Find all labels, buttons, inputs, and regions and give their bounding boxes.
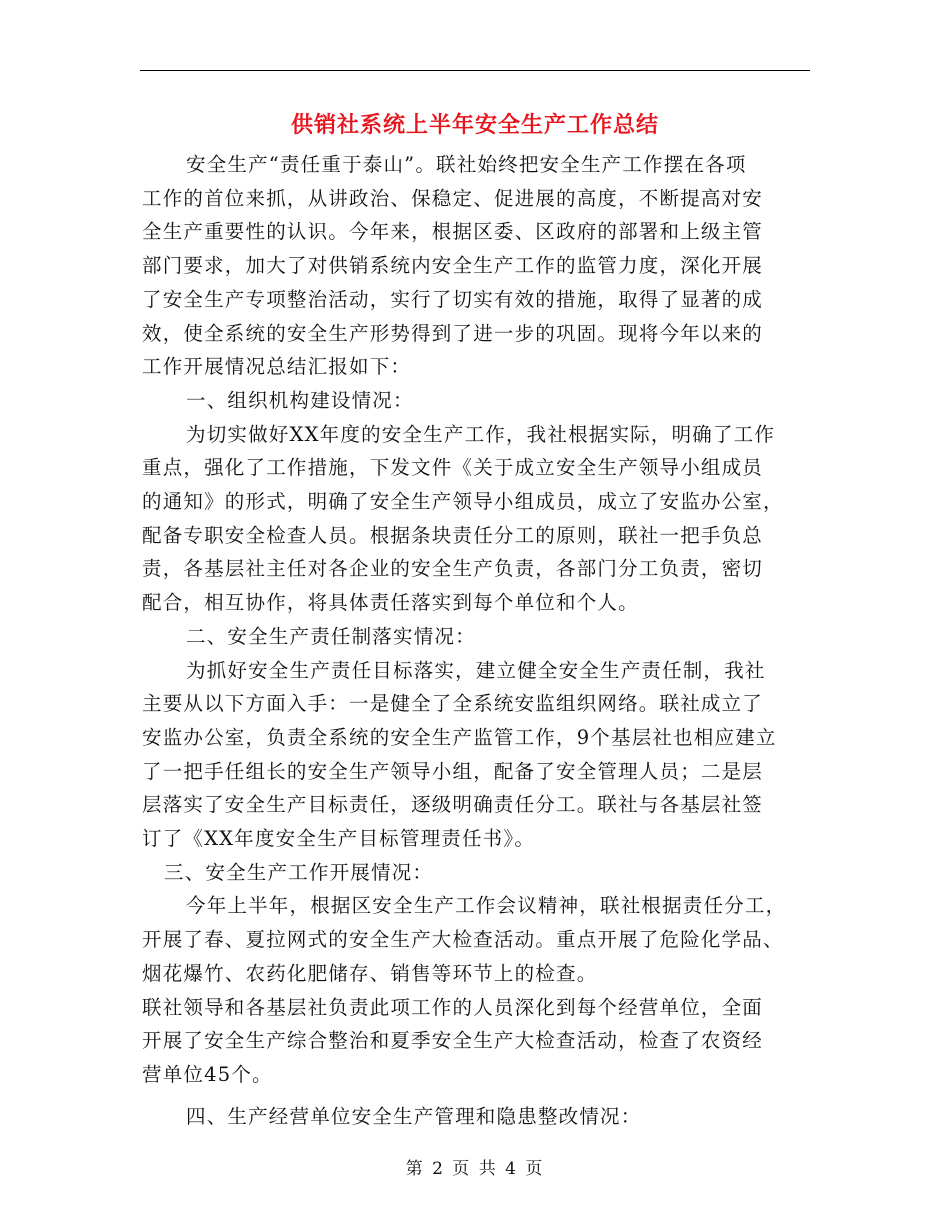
text-line: 开展了春、夏拉网式的安全生产大检查活动。重点开展了危险化学品、 [142,928,784,952]
text-line: 营单位45个。 [142,1062,273,1086]
heading-text: 二、安全生产责任制落实情况： [186,624,476,648]
text-line: 配合，相互协作，将具体责任落实到每个单位和个人。 [142,591,639,615]
text-line: 为抓好安全生产责任目标落实，建立健全安全生产责任制，我社 [186,658,766,682]
text-line: 了安全生产专项整治活动，实行了切实有效的措施，取得了显著的成 [142,287,764,311]
paragraph-section-3-continued [142,991,810,1092]
heading-text: 三、安全生产工作开展情况： [164,860,434,884]
text-line: 部门要求，加大了对供销系统内安全生产工作的监管力度，深化开展 [142,254,764,278]
text-line: 配备专职安全检查人员。根据条块责任分工的原则，联社一把手负总 [142,523,764,547]
section-heading-3 [142,856,810,890]
text-line: 今年上半年，根据区安全生产工作会议精神，联社根据责任分工， [186,894,787,918]
text-line: 开展了安全生产综合整治和夏季安全生产大检查活动，检查了农资经 [142,1029,764,1053]
document-title: 供销社系统上半年安全生产工作总结 [290,113,659,138]
text-line: 工作的首位来抓，从讲政治、保稳定、促进展的高度，不断提高对安 [142,186,764,210]
text-line: 安监办公室，负责全系统的安全生产监管工作，9个基层社也相应建立 [142,725,777,749]
section-heading-4 [142,1100,810,1134]
text-line: 重点，强化了工作措施，下发文件《关于成立安全生产领导小组成员 [142,456,764,480]
text-line: 的通知》的形式，明确了安全生产领导小组成员，成立了安监办公室， [142,490,784,514]
paragraph-section-1 [142,418,810,620]
section-heading-1 [142,384,810,418]
paragraph-intro [142,148,810,384]
text-line: 全生产重要性的认识。今年来，根据区委、区政府的部署和上级主管 [142,220,764,244]
text-line: 联社领导和各基层社负责此项工作的人员深化到每个经营单位，全面 [142,995,764,1019]
paragraph-section-3 [142,889,810,990]
text-line: 烟花爆竹、农药化肥储存、销售等环节上的检查。 [142,961,598,985]
text-line: 责，各基层社主任对各企业的安全生产负责，各部门分工负责，密切 [142,557,764,581]
section-heading-2 [142,620,810,654]
text-line: 为切实做好XX年度的安全生产工作，我社根据实际，明确了工作 [186,422,776,446]
text-line: 主要从以下方面入手：一是健全了全系统安监组织网络。联社成立了 [142,692,764,716]
paragraph-section-2 [142,654,810,856]
heading-text: 一、组织机构建设情况： [186,388,414,412]
document-body [142,148,810,1133]
page-footer: 第 2 页 共 4 页 [405,1159,545,1179]
text-line: 了一把手任组长的安全生产领导小组，配备了安全管理人员；二是层 [142,759,764,783]
header-rule [140,70,810,71]
text-line: 效，使全系统的安全生产形势得到了进一步的巩固。现将今年以来的 [142,321,764,345]
heading-text: 四、生产经营单位安全生产管理和隐患整改情况： [186,1104,642,1128]
text-line: 订了《XX年度安全生产目标管理责任书》。 [142,827,536,851]
text-line: 工作开展情况总结汇报如下： [142,355,412,379]
text-line: 安全生产“责任重于泰山”。联社始终把安全生产工作摆在各项 [186,153,747,176]
text-line: 层落实了安全生产目标责任，逐级明确责任分工。联社与各基层社签 [142,793,764,817]
